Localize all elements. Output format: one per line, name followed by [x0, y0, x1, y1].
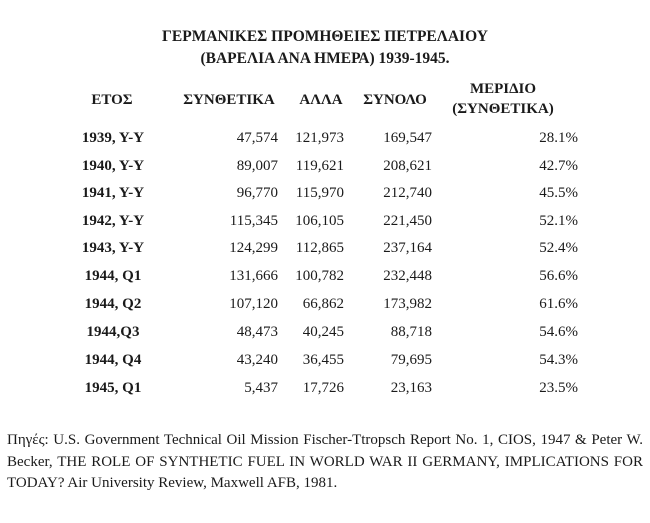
table-row	[0, 155, 650, 177]
cell-total: 169,547	[383, 130, 432, 146]
cell-year: 1944, Q1	[84, 268, 142, 284]
cell-share: 52.4%	[539, 240, 578, 256]
cell-other: 121,973	[295, 130, 344, 146]
cell-share: 23.5%	[539, 380, 578, 396]
table-title-line2: (ΒΑΡΕΛΙΑ ΑΝΑ ΗΜΕΡΑ) 1939-1945.	[200, 50, 450, 67]
cell-synthetic: 131,666	[229, 268, 278, 284]
source-note: Πηγές: U.S. Government Technical Oil Mission Fischer-Ttropsch Report No. 1, CIOS, 1947 & Peter W. Becker, THE ROLE OF SYNTHETIC FUEL IN WORLD WAR II GERMANY, IMPLICATIONS FOR TODAY? Air University Review, Maxwell AFB, 1981.	[7, 432, 643, 491]
cell-year: 1939, Y-Y	[81, 130, 145, 146]
cell-year: 1940, Y-Y	[81, 158, 145, 174]
cell-synthetic: 115,345	[229, 213, 278, 229]
header-share	[440, 79, 566, 119]
cell-total: 23,163	[390, 380, 432, 396]
cell-synthetic: 43,240	[236, 352, 278, 368]
cell-other: 36,455	[302, 352, 344, 368]
header-other: ΑΛΛΑ	[299, 92, 343, 108]
cell-synthetic: 48,473	[236, 324, 278, 340]
cell-synthetic: 96,770	[236, 185, 278, 201]
cell-share: 54.6%	[539, 324, 578, 340]
cell-synthetic: 89,007	[236, 158, 278, 174]
cell-total: 88,718	[390, 324, 432, 340]
cell-other: 100,782	[295, 268, 344, 284]
cell-share: 54.3%	[539, 352, 578, 368]
cell-other: 106,105	[295, 213, 344, 229]
cell-other: 115,970	[295, 185, 344, 201]
cell-year: 1942, Y-Y	[81, 213, 145, 229]
cell-year: 1944, Q4	[84, 352, 142, 368]
table-row	[0, 293, 650, 315]
cell-other: 17,726	[302, 380, 344, 396]
cell-total: 79,695	[390, 352, 432, 368]
cell-other: 112,865	[295, 240, 344, 256]
header-share-line2: (ΣΥΝΘΕΤΙΚΑ)	[452, 101, 554, 117]
cell-share: 52.1%	[539, 213, 578, 229]
cell-total: 208,621	[383, 158, 432, 174]
cell-total: 221,450	[383, 213, 432, 229]
table-row	[0, 237, 650, 259]
table-row	[0, 349, 650, 371]
cell-total: 237,164	[383, 240, 432, 256]
cell-other: 40,245	[302, 324, 344, 340]
cell-total: 232,448	[383, 268, 432, 284]
cell-share: 28.1%	[539, 130, 578, 146]
header-year: ΕΤΟΣ	[91, 92, 133, 108]
cell-share: 45.5%	[539, 185, 578, 201]
cell-other: 66,862	[302, 296, 344, 312]
table-row	[0, 377, 650, 399]
cell-year: 1943, Y-Y	[81, 240, 145, 256]
cell-synthetic: 5,437	[244, 380, 278, 396]
cell-share: 56.6%	[539, 268, 578, 284]
cell-synthetic: 47,574	[236, 130, 278, 146]
table-row	[0, 127, 650, 149]
table-row	[0, 210, 650, 232]
table-title-line1: ΓΕΡΜΑΝΙΚΕΣ ΠΡΟΜΗΘΕΙΕΣ ΠΕΤΡΕΛΑΙΟΥ	[162, 28, 488, 45]
header-synthetic: ΣΥΝΘΕΤΙΚΑ	[183, 92, 275, 108]
table-row	[0, 321, 650, 343]
table-row	[0, 265, 650, 287]
cell-share: 42.7%	[539, 158, 578, 174]
cell-synthetic: 107,120	[229, 296, 278, 312]
table-row	[0, 182, 650, 204]
cell-year: 1944,Q3	[86, 324, 140, 340]
cell-other: 119,621	[295, 158, 344, 174]
cell-share: 61.6%	[539, 296, 578, 312]
cell-year: 1944, Q2	[84, 296, 142, 312]
cell-year: 1945, Q1	[84, 380, 142, 396]
cell-synthetic: 124,299	[229, 240, 278, 256]
header-total: ΣΥΝΟΛΟ	[363, 92, 427, 108]
cell-year: 1941, Y-Y	[81, 185, 145, 201]
cell-total: 173,982	[383, 296, 432, 312]
header-share-line1: ΜΕΡΙΔΙΟ	[469, 81, 537, 97]
cell-total: 212,740	[383, 185, 432, 201]
